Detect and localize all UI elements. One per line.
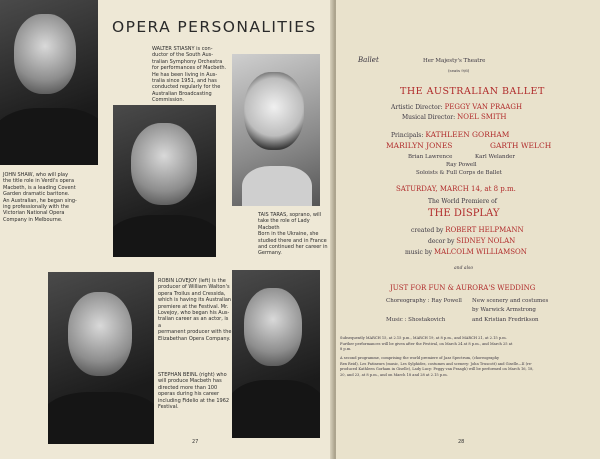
music-credit: Music : Shostakovich (386, 317, 446, 323)
dancer-ray-powell: Ray Powell (446, 162, 477, 168)
company-name: THE AUSTRALIAN BALLET (400, 86, 545, 97)
principals-line: Principals: KATHLEEN GORHAM (391, 130, 510, 139)
costume-credit: and Kristian Fredrikson (472, 317, 539, 323)
dancer-brian-lawrence: Brian Lawrence (408, 154, 453, 160)
caption-walter-stiasny: WALTER STIASNY is con- ductor of the South Aus- tralian Symphony Orchestra for performances of Macbeth. He has been living in Aus- tralia since 1951, and has conducted regularly for the Australian Broadcasting Commission. (152, 46, 227, 104)
caption-robin-lovejoy: ROBIN LOVEJOY (left) is the producer of William Walton's opera Troilus and Cressida, which is having its Australian premiere at the Festival. Mr. Lovejoy, who began his Aus- tralian career as an actor, is a permanent producer with the Elizabethan Opera Company. (158, 278, 232, 342)
schedule-note: Subsequently MARCH 15, at 2.15 p.m., MARCH 19, at 8 p.m., and MARCH 21, at 2.15 p.m. Further performances will be given after the Festival, on March 24 at 8 p.m., and March 25 at 8 p.m. (340, 336, 513, 351)
created-by-line: created by ROBERT HELPMANN (411, 226, 524, 234)
photo-walter-stiasny (113, 105, 216, 257)
venue-sub: (seats 9/6) (448, 68, 470, 73)
music-by-line: music by MALCOLM WILLIAMSON (405, 248, 527, 256)
soloists: Soloists & Full Corps de Ballet (416, 170, 502, 176)
photo-robin-lovejoy (48, 272, 154, 444)
premiere-title: THE DISPLAY (428, 208, 500, 219)
scenery-credit-by: by Warwick Armstrong (472, 307, 536, 313)
programme-note: A second programme, comprising the world premiere of Jazz Spectrum, (choreography Rex Reid), Les Patineurs (music, Les Sylphides, costumes and scenery: John Truscott) and Giselle—II (re- produced Kathleen Gorham in Giselle), Lady Lucy: Peggy van Praagh) will be performed on March 16, 18, 20, and 23, at 8 p.m., and on March 18 and 28 at 2.15 p.m. (340, 356, 534, 377)
performance-date: SATURDAY, MARCH 14, at 8 p.m. (396, 185, 516, 193)
page-number-left: 27 (192, 439, 199, 445)
dancer-karl-welander: Karl Welander (475, 154, 515, 160)
artistic-director-line: Artistic Director: PEGGY VAN PRAAGH (391, 103, 523, 111)
page-number-right: 28 (458, 439, 465, 445)
also-title: JUST FOR FUN & AURORA'S WEDDING (390, 284, 536, 292)
and-also: and also (454, 266, 474, 271)
venue: Her Majesty's Theatre (423, 58, 486, 64)
scenery-credit: New scenery and costumes (472, 298, 549, 304)
right-page (336, 0, 600, 459)
caption-john-shaw: JOHN SHAW, who will play the title role in Verdi's opera Macbeth, is a leading Covent Garden dramatic baritone. An Australian, he began sing- ing professionally with the Victorian National Opera Company in Melbourne. (3, 172, 77, 223)
caption-tais-taras: TAIS TARAS, soprano, will take the role of Lady Macbeth Born in the Ukraine, she studied there and in France and continued her career in Germany. (258, 212, 328, 257)
page-title: OPERA PERSONALITIES (112, 18, 317, 36)
photo-john-shaw (0, 0, 98, 165)
premiere-label: The World Premiere of (428, 198, 498, 205)
choreography-credit: Choreography : Ray Powell (386, 298, 462, 304)
caption-stephan-beinl: STEPHAN BEINL (right) who will produce Macbeth has directed more than 100 operas during his career including Fidelio at the 1962 Festival. (158, 372, 230, 411)
section-tag: Ballet (358, 56, 379, 64)
photo-stephan-beinl (232, 270, 320, 438)
photo-tais-taras (232, 54, 320, 206)
decor-by-line: decor by SIDNEY NOLAN (428, 237, 516, 245)
principal-marilyn-jones: MARILYN JONES (386, 141, 453, 150)
principal-garth-welch: GARTH WELCH (490, 141, 552, 150)
musical-director-line: Musical Director: NOEL SMITH (402, 113, 507, 121)
